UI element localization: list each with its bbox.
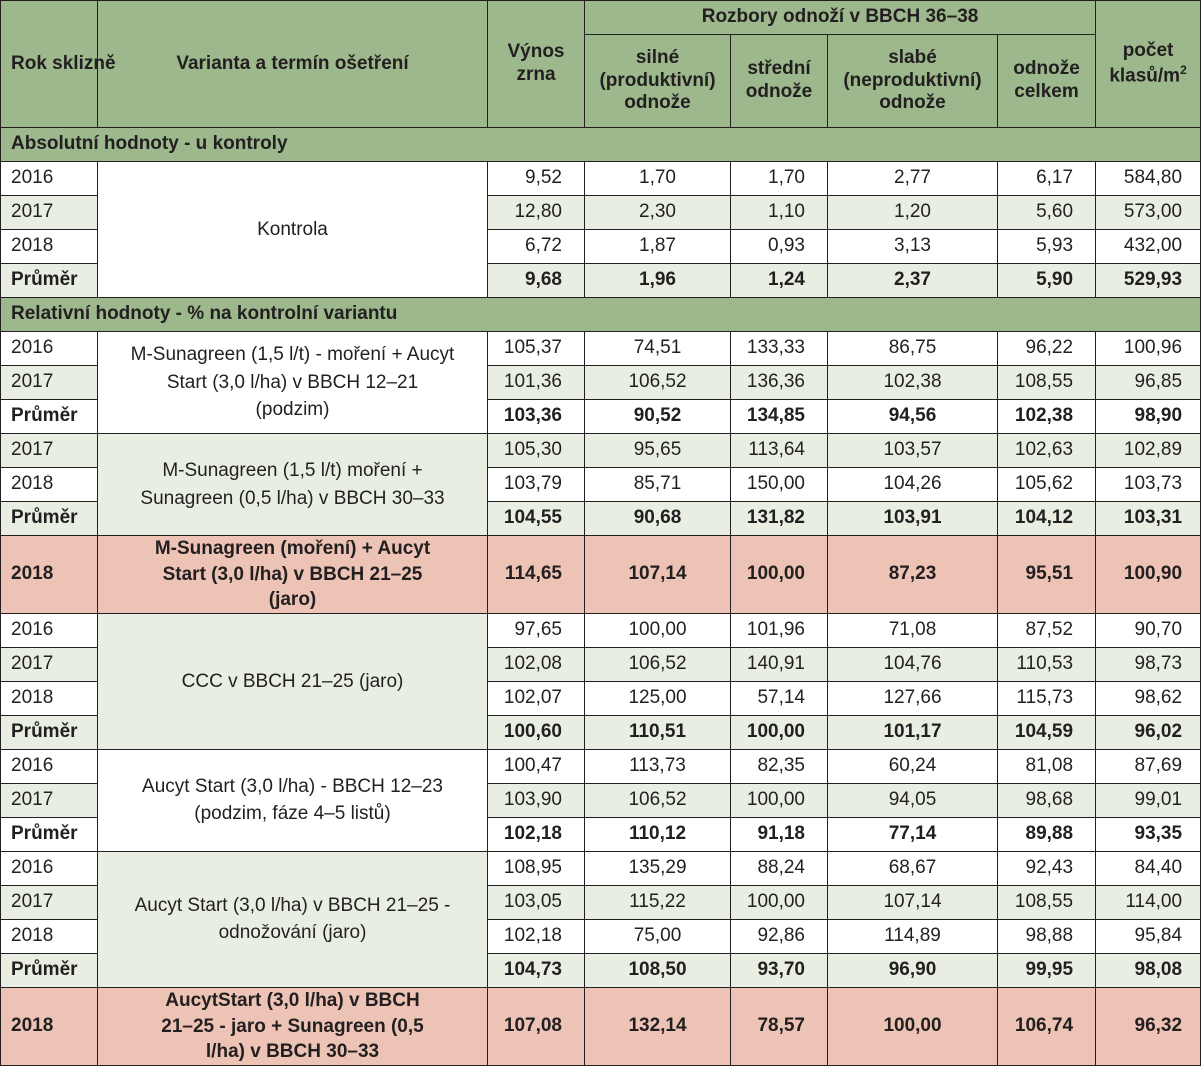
value-cell: 104,59	[998, 715, 1096, 749]
value-cell: 1,10	[731, 196, 828, 230]
value-cell: 103,73	[1096, 468, 1201, 502]
value-cell: 103,79	[488, 468, 585, 502]
year-cell: 2017	[1, 647, 98, 681]
value-cell: 108,55	[998, 366, 1096, 400]
table-row	[1, 987, 1201, 1065]
value-cell: 100,90	[1096, 536, 1201, 614]
value-cell: 100,00	[731, 783, 828, 817]
value-cell: 1,70	[585, 162, 731, 196]
value-cell: 90,52	[585, 400, 731, 434]
value-cell: 105,30	[488, 434, 585, 468]
value-cell: 87,52	[998, 613, 1096, 647]
value-cell: 3,13	[828, 230, 998, 264]
table-row	[1, 536, 1201, 614]
value-cell: 75,00	[585, 919, 731, 953]
value-cell: 136,36	[731, 366, 828, 400]
variant-cell: CCC v BBCH 21–25 (jaro)	[98, 613, 488, 749]
year-cell: 2017	[1, 783, 98, 817]
value-cell: 100,00	[585, 613, 731, 647]
value-cell: 93,70	[731, 953, 828, 987]
value-cell: 95,84	[1096, 919, 1201, 953]
year-cell: 2017	[1, 885, 98, 919]
value-cell: 104,26	[828, 468, 998, 502]
value-cell: 1,87	[585, 230, 731, 264]
section-row-relative	[1, 298, 1201, 332]
value-cell: 103,90	[488, 783, 585, 817]
value-cell: 108,95	[488, 851, 585, 885]
value-cell: 5,93	[998, 230, 1096, 264]
value-cell: 135,29	[585, 851, 731, 885]
year-cell: Průměr	[1, 817, 98, 851]
header-silne: silné (produktivní) odnože	[585, 35, 731, 128]
value-cell: 106,52	[585, 366, 731, 400]
table-row	[1, 332, 1201, 366]
value-cell: 584,80	[1096, 162, 1201, 196]
value-cell: 98,68	[998, 783, 1096, 817]
variant-cell: M-Sunagreen (1,5 l/t) moření + Sunagreen (0,5 l/ha) v BBCH 30–33	[98, 434, 488, 536]
year-cell: 2016	[1, 613, 98, 647]
value-cell: 102,18	[488, 919, 585, 953]
variant-cell: Kontrola	[98, 162, 488, 298]
value-cell: 140,91	[731, 647, 828, 681]
header-varianta: Varianta a termín ošetření	[98, 1, 488, 128]
header-vynos: Výnos zrna	[488, 1, 585, 128]
value-cell: 98,73	[1096, 647, 1201, 681]
table-body	[1, 128, 1201, 1066]
value-cell: 99,95	[998, 953, 1096, 987]
value-cell: 96,85	[1096, 366, 1201, 400]
value-cell: 1,20	[828, 196, 998, 230]
year-cell: 2016	[1, 851, 98, 885]
value-cell: 98,62	[1096, 681, 1201, 715]
year-cell: 2017	[1, 366, 98, 400]
value-cell: 432,00	[1096, 230, 1201, 264]
variant-cell: Aucyt Start (3,0 l/ha) - BBCH 12–23 (podzim, fáze 4–5 listů)	[98, 749, 488, 851]
value-cell: 96,02	[1096, 715, 1201, 749]
value-cell: 90,70	[1096, 613, 1201, 647]
value-cell: 103,31	[1096, 502, 1201, 536]
value-cell: 150,00	[731, 468, 828, 502]
header-rok: Rok sklizně	[1, 1, 98, 128]
year-cell: 2016	[1, 162, 98, 196]
year-cell: Průměr	[1, 400, 98, 434]
value-cell: 110,53	[998, 647, 1096, 681]
value-cell: 102,38	[998, 400, 1096, 434]
value-cell: 102,38	[828, 366, 998, 400]
value-cell: 101,96	[731, 613, 828, 647]
value-cell: 2,37	[828, 264, 998, 298]
value-cell: 103,57	[828, 434, 998, 468]
value-cell: 1,24	[731, 264, 828, 298]
year-cell: 2016	[1, 749, 98, 783]
value-cell: 98,08	[1096, 953, 1201, 987]
value-cell: 529,93	[1096, 264, 1201, 298]
value-cell: 106,52	[585, 647, 731, 681]
year-cell: Průměr	[1, 953, 98, 987]
value-cell: 108,55	[998, 885, 1096, 919]
value-cell: 107,14	[828, 885, 998, 919]
value-cell: 6,72	[488, 230, 585, 264]
year-cell: 2018	[1, 536, 98, 614]
value-cell: 105,37	[488, 332, 585, 366]
table-row	[1, 162, 1201, 196]
header-pocet-sup: 2	[1180, 62, 1187, 77]
value-cell: 106,74	[998, 987, 1096, 1065]
value-cell: 108,50	[585, 953, 731, 987]
table-row	[1, 613, 1201, 647]
value-cell: 114,65	[488, 536, 585, 614]
value-cell: 98,88	[998, 919, 1096, 953]
variant-cell: Aucyt Start (3,0 l/ha) v BBCH 21–25 - odnožování (jaro)	[98, 851, 488, 987]
value-cell: 60,24	[828, 749, 998, 783]
value-cell: 133,33	[731, 332, 828, 366]
value-cell: 100,00	[828, 987, 998, 1065]
value-cell: 100,00	[731, 885, 828, 919]
value-cell: 93,35	[1096, 817, 1201, 851]
value-cell: 107,08	[488, 987, 585, 1065]
value-cell: 82,35	[731, 749, 828, 783]
value-cell: 100,60	[488, 715, 585, 749]
value-cell: 85,71	[585, 468, 731, 502]
value-cell: 100,00	[731, 715, 828, 749]
value-cell: 104,12	[998, 502, 1096, 536]
value-cell: 100,00	[731, 536, 828, 614]
value-cell: 107,14	[585, 536, 731, 614]
value-cell: 114,00	[1096, 885, 1201, 919]
value-cell: 1,96	[585, 264, 731, 298]
value-cell: 87,23	[828, 536, 998, 614]
value-cell: 132,14	[585, 987, 731, 1065]
value-cell: 100,96	[1096, 332, 1201, 366]
header-celkem: odnože celkem	[998, 35, 1096, 128]
header-stredni: střední odnože	[731, 35, 828, 128]
year-cell: 2018	[1, 681, 98, 715]
value-cell: 92,86	[731, 919, 828, 953]
value-cell: 104,73	[488, 953, 585, 987]
value-cell: 6,17	[998, 162, 1096, 196]
year-cell: Průměr	[1, 502, 98, 536]
value-cell: 9,68	[488, 264, 585, 298]
value-cell: 110,12	[585, 817, 731, 851]
value-cell: 87,69	[1096, 749, 1201, 783]
value-cell: 102,08	[488, 647, 585, 681]
value-cell: 114,89	[828, 919, 998, 953]
value-cell: 102,18	[488, 817, 585, 851]
value-cell: 101,17	[828, 715, 998, 749]
value-cell: 92,43	[998, 851, 1096, 885]
year-cell: Průměr	[1, 264, 98, 298]
value-cell: 113,73	[585, 749, 731, 783]
value-cell: 5,60	[998, 196, 1096, 230]
section-row-absolute	[1, 128, 1201, 162]
year-cell: 2017	[1, 434, 98, 468]
header-pocet-label: počet klasů/m	[1109, 40, 1181, 87]
value-cell: 1,70	[731, 162, 828, 196]
value-cell: 127,66	[828, 681, 998, 715]
value-cell: 103,05	[488, 885, 585, 919]
value-cell: 104,55	[488, 502, 585, 536]
value-cell: 113,64	[731, 434, 828, 468]
value-cell: 89,88	[998, 817, 1096, 851]
value-cell: 2,30	[585, 196, 731, 230]
value-cell: 100,47	[488, 749, 585, 783]
value-cell: 102,63	[998, 434, 1096, 468]
year-cell: 2018	[1, 230, 98, 264]
table-row	[1, 434, 1201, 468]
value-cell: 77,14	[828, 817, 998, 851]
value-cell: 5,90	[998, 264, 1096, 298]
value-cell: 103,91	[828, 502, 998, 536]
value-cell: 104,76	[828, 647, 998, 681]
year-cell: 2017	[1, 196, 98, 230]
year-cell: 2018	[1, 919, 98, 953]
value-cell: 96,90	[828, 953, 998, 987]
value-cell: 102,89	[1096, 434, 1201, 468]
value-cell: 102,07	[488, 681, 585, 715]
header-pocet	[1096, 1, 1201, 128]
year-cell: Průměr	[1, 715, 98, 749]
value-cell: 97,65	[488, 613, 585, 647]
value-cell: 115,73	[998, 681, 1096, 715]
table-row	[1, 851, 1201, 885]
value-cell: 115,22	[585, 885, 731, 919]
value-cell: 106,52	[585, 783, 731, 817]
value-cell: 94,05	[828, 783, 998, 817]
value-cell: 94,56	[828, 400, 998, 434]
year-cell: 2016	[1, 332, 98, 366]
value-cell: 68,67	[828, 851, 998, 885]
value-cell: 84,40	[1096, 851, 1201, 885]
table-row	[1, 749, 1201, 783]
value-cell: 2,77	[828, 162, 998, 196]
value-cell: 98,90	[1096, 400, 1201, 434]
value-cell: 96,22	[998, 332, 1096, 366]
value-cell: 110,51	[585, 715, 731, 749]
value-cell: 103,36	[488, 400, 585, 434]
variant-cell: AucytStart (3,0 l/ha) v BBCH 21–25 - jaro + Sunagreen (0,5 l/ha) v BBCH 30–33	[98, 987, 488, 1065]
value-cell: 9,52	[488, 162, 585, 196]
value-cell: 573,00	[1096, 196, 1201, 230]
header-rozbory: Rozbory odnoží v BBCH 36–38	[585, 1, 1096, 35]
value-cell: 71,08	[828, 613, 998, 647]
value-cell: 101,36	[488, 366, 585, 400]
value-cell: 57,14	[731, 681, 828, 715]
value-cell: 105,62	[998, 468, 1096, 502]
value-cell: 86,75	[828, 332, 998, 366]
value-cell: 95,65	[585, 434, 731, 468]
value-cell: 134,85	[731, 400, 828, 434]
value-cell: 90,68	[585, 502, 731, 536]
value-cell: 12,80	[488, 196, 585, 230]
variant-cell: M-Sunagreen (1,5 l/t) - moření + Aucyt Start (3,0 l/ha) v BBCH 12–21 (podzim)	[98, 332, 488, 434]
value-cell: 131,82	[731, 502, 828, 536]
year-cell: 2018	[1, 987, 98, 1065]
value-cell: 81,08	[998, 749, 1096, 783]
value-cell: 74,51	[585, 332, 731, 366]
year-cell: 2018	[1, 468, 98, 502]
variant-cell: M-Sunagreen (moření) + Aucyt Start (3,0 l/ha) v BBCH 21–25 (jaro)	[98, 536, 488, 614]
section-relative: Relativní hodnoty - % na kontrolní variantu	[1, 298, 1201, 332]
value-cell: 99,01	[1096, 783, 1201, 817]
section-absolute: Absolutní hodnoty - u kontroly	[1, 128, 1201, 162]
value-cell: 125,00	[585, 681, 731, 715]
value-cell: 78,57	[731, 987, 828, 1065]
value-cell: 0,93	[731, 230, 828, 264]
header-slabe: slabé (neproduktivní) odnože	[828, 35, 998, 128]
value-cell: 88,24	[731, 851, 828, 885]
value-cell: 96,32	[1096, 987, 1201, 1065]
value-cell: 95,51	[998, 536, 1096, 614]
value-cell: 91,18	[731, 817, 828, 851]
